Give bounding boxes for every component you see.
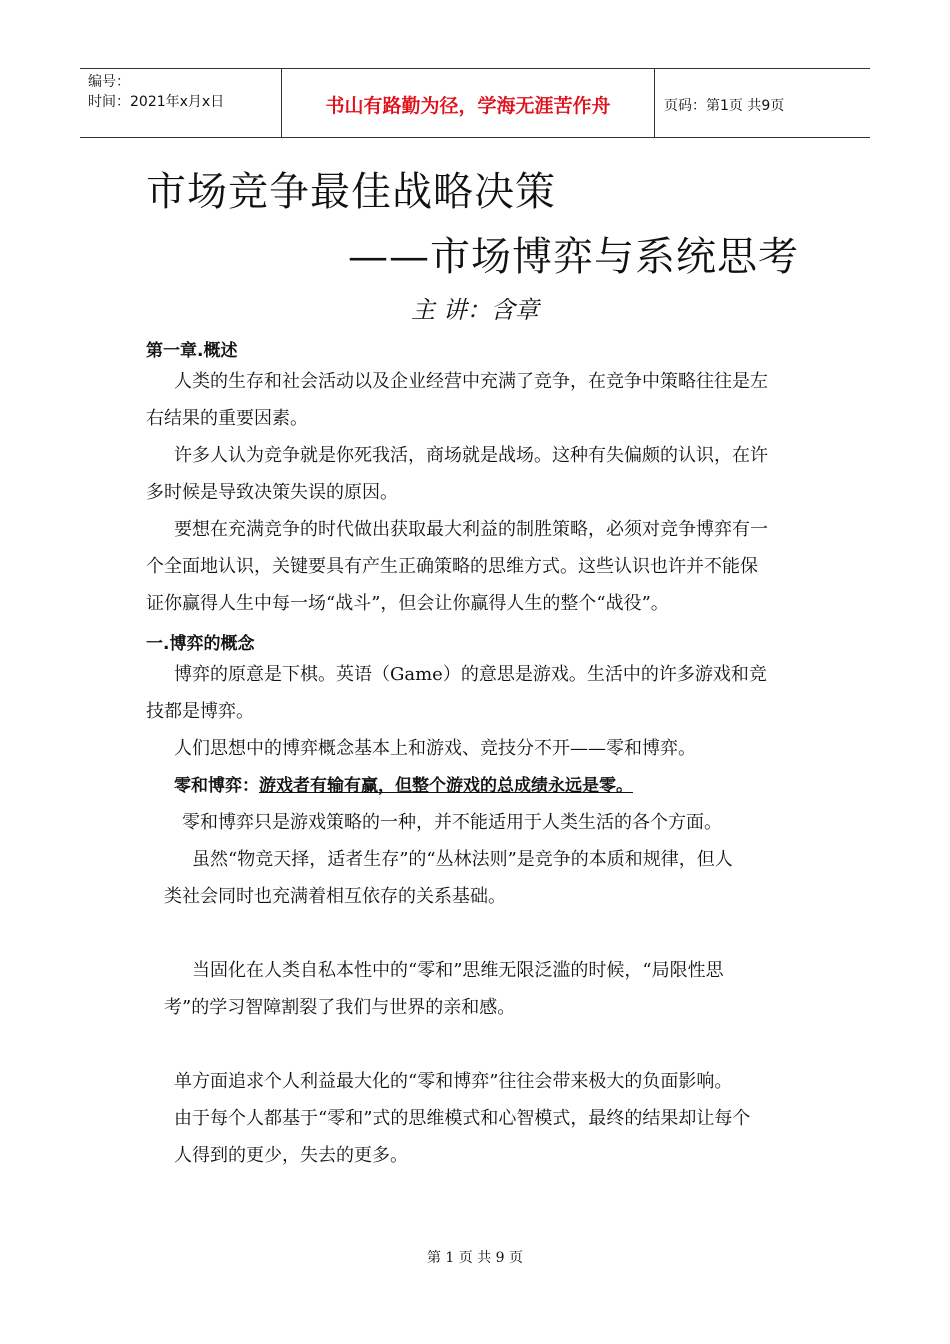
header-motto-cell [281, 69, 655, 137]
paragraph-line: 证你赢得人生中每一场“战斗”，但会让你赢得人生的整个“战役”。 [146, 593, 669, 614]
paragraph-line: 类社会同时也充满着相互依存的关系基础。 [164, 886, 506, 907]
paragraph-line: 个全面地认识，关键要具有产生正确策略的思维方式。这些认识也许并不能保 [146, 556, 758, 577]
document-subtitle: ——市场博弈与系统思考 [348, 234, 799, 280]
page-footer: 第 1 页 共 9 页 [426, 1250, 524, 1266]
document-title: 市场竞争最佳战略决策 [146, 169, 556, 215]
zero-sum-definition [174, 767, 633, 805]
paragraph-line: 人们思想中的博弈概念基本上和游戏、竞技分不开——零和博弈。 [174, 738, 696, 759]
paragraph-line: 当固化在人类自私本性中的“零和”思维无限泛滥的时候，“局限性思 [192, 960, 724, 981]
lecturer: 主 讲：含章 [411, 296, 539, 324]
paragraph-line: 零和博弈只是游戏策略的一种，并不能适用于人类生活的各个方面。 [182, 812, 722, 833]
chapter-heading: 第一章.概述 [146, 341, 238, 361]
number-label: 编号： [88, 74, 130, 90]
zero-sum-term: 零和博弈： [174, 776, 259, 796]
section-heading: 一.博弈的概念 [146, 634, 255, 654]
header-page-cell [654, 69, 870, 137]
page-header [80, 68, 870, 138]
paragraph-line: 博弈的原意是下棋。英语（Game）的意思是游戏。生活中的许多游戏和竞 [174, 664, 767, 685]
paragraph-line: 单方面追求个人利益最大化的“零和博弈”往往会带来极大的负面影响。 [174, 1071, 733, 1092]
paragraph-line: 人得到的更少，失去的更多。 [174, 1145, 408, 1166]
paragraph-line: 考”的学习智障割裂了我们与世界的亲和感。 [164, 997, 516, 1018]
paragraph-line: 多时候是导致决策失误的原因。 [146, 482, 398, 503]
page-info: 页码：第1页 共9页 [664, 98, 785, 114]
paragraph-line: 人类的生存和社会活动以及企业经营中充满了竞争，在竞争中策略往往是左 [174, 371, 768, 392]
header-meta [80, 69, 280, 137]
time-label: 时间：2021年x月x日 [88, 94, 225, 110]
paragraph-line: 右结果的重要因素。 [146, 408, 308, 429]
zero-sum-def: 游戏者有输有赢，但整个游戏的总成绩永远是零。 [259, 776, 633, 796]
paragraph-line: 虽然“物竞天择，适者生存”的“丛林法则”是竞争的本质和规律，但人 [192, 849, 733, 870]
paragraph-line: 要想在充满竞争的时代做出获取最大利益的制胜策略，必须对竞争博弈有一 [174, 519, 768, 540]
motto: 书山有路勤为径，学海无涯苦作舟 [325, 95, 611, 117]
paragraph-line: 由于每个人都基于“零和”式的思维模式和心智模式，最终的结果却让每个 [174, 1108, 751, 1129]
paragraph-line: 技都是博弈。 [146, 701, 254, 722]
paragraph-line: 许多人认为竞争就是你死我活，商场就是战场。这种有失偏颇的认识，在许 [174, 445, 768, 466]
